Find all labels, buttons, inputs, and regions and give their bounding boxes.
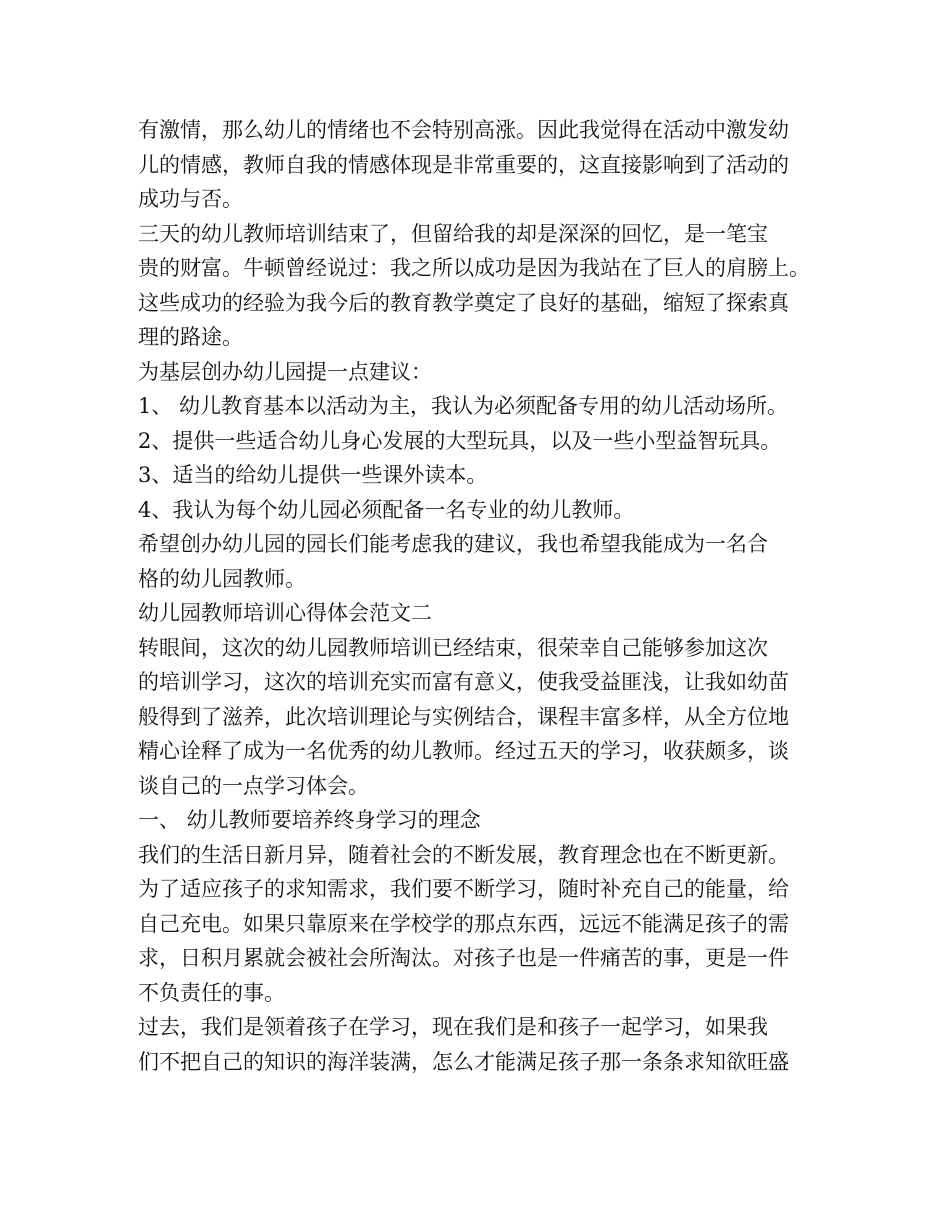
text-line: 三天的幼儿教师培训结束了，但留给我的却是深深的回忆，是一笔宝 [138,221,768,246]
subsection-heading: 一、 幼儿教师要培养终身学习的理念 [138,808,481,832]
text-line: 理的路途。 [138,325,243,349]
text-line: 精心诠释了成为一名优秀的幼儿教师。经过五天的学习，收获颇多，谈 [138,739,789,763]
text-line: 成功与否。 [138,187,243,211]
text-line: 求，日积月累就会被社会所淘汰。对孩子也是一件痛苦的事，更是一件 [138,946,789,970]
list-item: 4、我认为每个幼儿园必须配备一名专业的幼儿教师。 [138,497,635,522]
text-line: 自己充电。如果只靠原来在学校学的那点东西，远远不能满足孩子的需 [138,911,789,936]
text-line: 有激情，那么幼儿的情绪也不会特别高涨。因此我觉得在活动中激发幼 [138,118,789,142]
text-line: 为基层创办幼儿园提一点建议： [138,359,432,384]
text-line: 过去，我们是领着孩子在学习，现在我们是和孩子一起学习，如果我 [138,1015,768,1039]
text-line: 格的幼儿园教师。 [138,566,306,591]
list-item: 3、适当的给幼儿提供一些课外读本。 [138,463,488,487]
text-line: 贵的财富。牛顿曾经说过：我之所以成功是因为我站在了巨人的肩膀上。 [138,256,810,280]
text-line: 般得到了滋养，此次培训理论与实例结合，课程丰富多样，从全方位地 [138,704,789,729]
text-line: 的培训学习，这次的培训充实而富有意义，使我受益匪浅，让我如幼苗 [138,670,789,694]
text-line: 谈自己的一点学习体会。 [138,773,369,798]
text-line: 为了适应孩子的求知需求，我们要不断学习，随时补充自己的能量，给 [138,877,789,901]
list-item: 2、提供一些适合幼儿身心发展的大型玩具，以及一些小型益智玩具。 [138,428,782,453]
document-body [138,113,828,1079]
section-heading: 幼儿园教师培训心得体会范文二 [138,601,432,625]
text-line: 不负责任的事。 [138,980,285,1005]
list-item: 1、 幼儿教育基本以活动为主，我认为必须配备专用的幼儿活动场所。 [138,394,789,418]
text-line: 们不把自己的知识的海洋装满，怎么才能满足孩子那一条条求知欲旺盛 [138,1049,789,1074]
text-line: 希望创办幼儿园的园长们能考虑我的建议，我也希望我能成为一名合 [138,532,768,556]
text-line: 儿的情感，教师自我的情感体现是非常重要的，这直接影响到了活动的 [138,152,789,177]
text-line: 我们的生活日新月异，随着社会的不断发展，教育理念也在不断更新。 [138,842,789,867]
text-line: 转眼间，这次的幼儿园教师培训已经结束，很荣幸自己能够参加这次 [138,635,768,660]
text-line: 这些成功的经验为我今后的教育教学奠定了良好的基础，缩短了探索真 [138,290,789,315]
